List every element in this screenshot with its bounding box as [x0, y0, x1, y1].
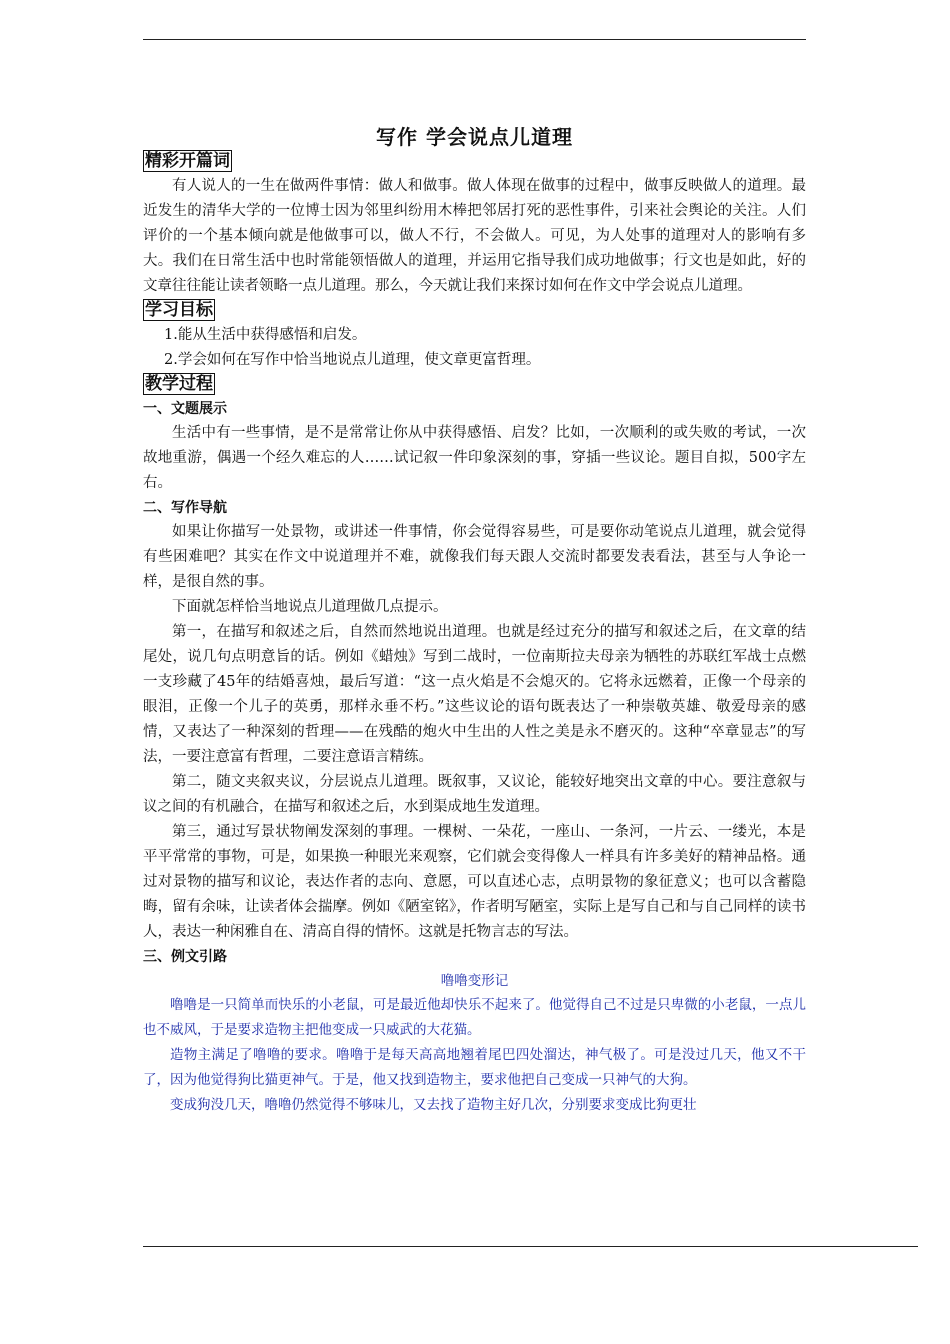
- subheading-example: 三、例文引路: [143, 949, 227, 965]
- section-heading-wrap: [143, 299, 806, 323]
- guide-paragraph-5: 第三，通过写景状物阐发深刻的事理。一棵树、一朵花，一座山、一条河，一片云、一缕光，本是平平常常的事物，可是，如果换一种眼光来观察，它们就会变得像人一样具有许多美好的精神品格。通过对景物的描写和议论，表达作者的志向、意愿，可以直述心志，点明景物的象征意义；也可以含蓄隐晦，留有余味，让读者体会揣摩。例如《陋室铭》，作者明写陋室，实际上是写自己和与自己同样的读书人，表达一种闲雅自在、清高自得的情怀。这就是托物言志的写法。: [143, 824, 806, 940]
- guide-paragraph-2: 下面就怎样恰当地说点儿道理做几点提示。: [172, 599, 448, 615]
- subheading-guide: 二、写作导航: [143, 500, 227, 516]
- footer-rule: [143, 1246, 918, 1247]
- opening-paragraph: 有人说人的一生在做两件事情：做人和做事。做人体现在做事的过程中，做事反映做人的道理。最近发生的清华大学的一位博士因为邻里纠纷用木棒把邻居打死的恶性事件，引来社会舆论的关注。人们评价的一个基本倾向就是他做事可以，做人不行，不会做人。可见，为人处事的道理对人的影响有多大。我们在日常生活中也时常能领悟做人的道理，并运用它指导我们成功地做事；行文也是如此，好的文章往往能让读者领略一点儿道理。那么，今天就让我们来探讨如何在作文中学会说点儿道理。: [143, 178, 806, 294]
- guide-paragraph-1: 如果让你描写一处景物，或讲述一件事情，你会觉得容易些，可是要你动笔说点儿道理，就会觉得有些困难吧？其实在作文中说道理并不难，就像我们每天跟人交流时都要发表看法，甚至与人争论一样，是很自然的事。: [143, 524, 806, 590]
- goal-item-1: 1.能从生活中获得感悟和启发。: [164, 327, 367, 343]
- section-heading-goals: 学习目标: [145, 300, 213, 320]
- goal-item-2: 2.学会如何在写作中恰当地说点儿道理，使文章更富哲理。: [164, 352, 541, 368]
- document-page: [143, 124, 806, 1118]
- example-paragraph-3: 变成狗没几天，噜噜仍然觉得不够味儿，又去找了造物主好几次，分别要求变成比狗更壮: [170, 1097, 697, 1113]
- section-heading-wrap: [143, 373, 806, 397]
- example-title: 噜噜变形记: [440, 973, 509, 989]
- page-title: 写作 学会说点儿道理: [376, 125, 573, 149]
- section-heading-wrap: [143, 150, 806, 174]
- topic-paragraph: 生活中有一些事情，是不是常常让你从中获得感悟、启发？比如，一次顺利的或失败的考试，一次故地重游，偶遇一个经久难忘的人……试记叙一件印象深刻的事，穿插一些议论。题目自拟，500字左右。: [143, 425, 806, 491]
- section-heading-opening: 精彩开篇词: [145, 151, 230, 171]
- header-rule: [143, 39, 806, 40]
- guide-paragraph-4: 第二，随文夹叙夹议，分层说点儿道理。既叙事，又议论，能较好地突出文章的中心。要注意叙与议之间的有机融合，在描写和叙述之后，水到渠成地生发道理。: [143, 774, 806, 815]
- subheading-topic: 一、文题展示: [143, 401, 227, 417]
- example-paragraph-1: 噜噜是一只简单而快乐的小老鼠，可是最近他却快乐不起来了。他觉得自己不过是只卑微的小老鼠，一点儿也不威风，于是要求造物主把他变成一只威武的大花猫。: [143, 997, 806, 1038]
- example-paragraph-2: 造物主满足了噜噜的要求。噜噜于是每天高高地翘着尾巴四处溜达，神气极了。可是没过几天，他又不干了，因为他觉得狗比猫更神气。于是，他又找到造物主，要求他把自己变成一只神气的大狗。: [143, 1047, 806, 1088]
- guide-paragraph-3: 第一，在描写和叙述之后，自然而然地说出道理。也就是经过充分的描写和叙述之后，在文章的结尾处，说几句点明意旨的话。例如《蜡烛》写到二战时，一位南斯拉夫母亲为牺牲的苏联红军战士点燃一支珍藏了45年的结婚喜烛，最后写道：“这一点火焰是不会熄灭的。它将永远燃着，正像一个母亲的眼泪，正像一个儿子的英勇，那样永垂不朽。”这些议论的语句既表达了一种崇敬英雄、敬爱母亲的感情，又表达了一种深刻的哲理——在残酷的炮火中生出的人性之美是永不磨灭的。这种“卒章显志”的写法，一要注意富有哲理，二要注意语言精练。: [143, 624, 806, 765]
- section-heading-process: 教学过程: [145, 374, 213, 394]
